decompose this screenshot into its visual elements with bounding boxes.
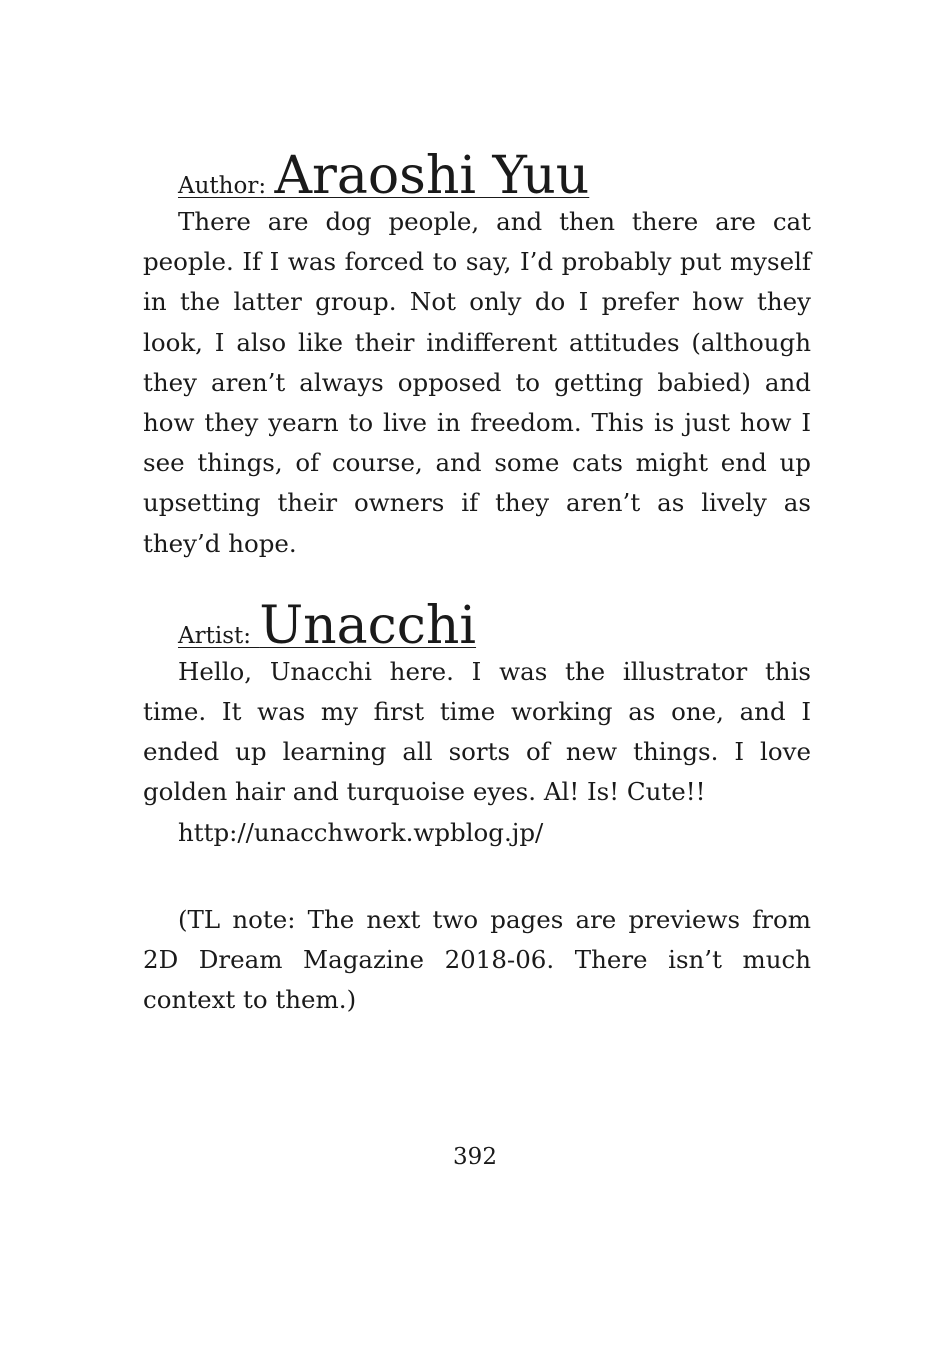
author-name: Araoshi Yuu	[274, 146, 590, 206]
artist-heading	[178, 595, 811, 656]
tl-note: (TL note: The next two pages are previews from 2D Dream Magazine 2018-06. There isn’t much context to them.)	[143, 904, 811, 1015]
page-content	[143, 146, 811, 1020]
artist-url: http://unacchwork.wpblog.jp/	[178, 817, 544, 847]
author-heading	[178, 146, 811, 206]
author-heading-underline	[178, 146, 590, 206]
author-paragraph: There are dog people, and then there are cat people. If I was forced to say, I’d probably put myself in the latter group. Not only do I prefer how they look, I also like their indifferent attitudes (although they aren’t always opposed to getting babied) and how they yearn to live in freedom. This is just how I see things, of course, and some cats might end up upsetting their owners if they aren’t as lively as they’d hope.	[143, 207, 811, 558]
artist-heading-underline	[178, 595, 477, 656]
page-number: 392	[453, 1144, 497, 1170]
artist-role-label: Artist:	[178, 622, 251, 649]
author-role-label: Author:	[178, 173, 267, 199]
artist-name: Unacchi	[259, 595, 477, 656]
artist-paragraph: Hello, Unacchi here. I was the illustrator this time. It was my first time working as one, and I ended up learning all sorts of new things. I love golden hair and turquoise eyes. Al! Is! Cute!!	[143, 656, 811, 807]
